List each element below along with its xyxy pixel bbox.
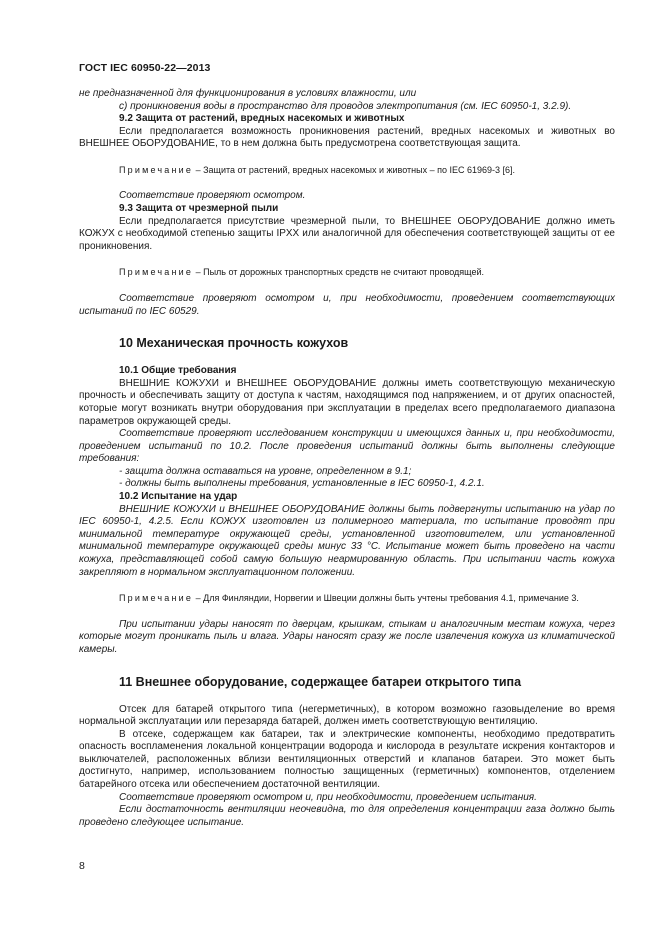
list-item: c) проникновения воды в пространство для проводов электропитания (см. IEC 60950-1, 3.2.9). xyxy=(119,100,572,112)
section-heading-10-2: 10.2 Испытание на удар xyxy=(119,491,238,503)
section-heading-9-3: 9.3 Защита от чрезмерной пыли xyxy=(119,203,279,215)
paragraph: ВНЕШНИЕ КОЖУХИ и ВНЕШНЕЕ ОБОРУДОВАНИЕ должны иметь соответствующую механическую прочность и обеспечивать защиту от доступа к частям, находящимся под напряжением, и от других опасностей, которые могут возникать внутри оборудования при эксплуатации в пределах всего предполагаемого диапазона параметров окружающей среды. xyxy=(79,377,615,427)
note xyxy=(79,267,615,279)
note-text: – Защита от растений, вредных насекомых и животных – по IEC 61969-3 [6]. xyxy=(193,164,516,175)
paragraph: Соответствие проверяют осмотром. xyxy=(119,190,306,202)
paragraph: Если предполагается присутствие чрезмерной пыли, то ВНЕШНЕЕ ОБОРУДОВАНИЕ должно иметь КОЖУХ с необходимой степенью защиты IPXX или аналогичной для обеспечения соответствующей защиты от ее проникновения. xyxy=(79,215,615,252)
section-heading-9-2: 9.2 Защита от растений, вредных насекомых и животных xyxy=(119,113,405,125)
paragraph: Если достаточность вентиляции неочевидна, то для определения концентрации газа должно быть проведено следующее испытание. xyxy=(79,804,615,828)
section-heading-10-1: 10.1 Общие требования xyxy=(119,365,237,377)
document-body xyxy=(79,88,615,829)
section-heading-10: 10 Механическая прочность кожухов xyxy=(119,336,349,351)
section-heading-11: 11 Внешнее оборудование, содержащее батареи открытого типа xyxy=(119,674,522,689)
paragraph: Соответствие проверяют осмотром и, при необходимости, проведением испытания. xyxy=(119,791,537,803)
page-number: 8 xyxy=(79,860,85,872)
paragraph: При испытании удары наносят по дверцам, крышкам, стыкам и аналогичным местам кожуха, через которые могут проникать пыль и влага. Удары наносят сразу же после извлечения кожуха из климатической камеры. xyxy=(79,618,615,655)
paragraph: ВНЕШНИЕ КОЖУХИ и ВНЕШНЕЕ ОБОРУДОВАНИЕ должны быть подвергнуты испытанию на удар по IEC 60950-1, 4.2.5. Если КОЖУХ изготовлен из полимерного материала, то испытание проводят при минимальной температуре окружающей среды, установленной изготовителем, или установленной минимальной температуре окружающей среды минус 33 °C. Испытание может быть проведено на части кожуха, представляющей собой самую большую неармированную область. При испытании часть кожуха закрепляют в нормальном эксплуатационном положении. xyxy=(79,503,615,578)
paragraph: Соответствие проверяют исследованием конструкции и имеющихся данных и, при необходимости, проведением испытаний по 10.2. После проведения испытаний должны быть выполнены следующие требования: xyxy=(79,428,615,465)
note-label: Примечание xyxy=(119,267,194,278)
list-item: - должны быть выполнены требования, установленные в IEC 60950-1, 4.2.1. xyxy=(119,478,485,490)
paragraph: В отсеке, содержащем как батареи, так и электрические компоненты, необходимо предотвратить опасность воспламенения локальной концентрации водорода и кислорода в результате искрения контакторов и выключателей, расположенных вблизи вентиляционных отверстий и клапанов батареи. Это может быть достигнуто, например, использованием полностью защищенных (герметичных) компонентов, отделением батарейного отсека или обеспечением достаточной вентиляции. xyxy=(79,728,615,791)
note-label: Примечание xyxy=(119,164,194,175)
note-text: – Для Финляндии, Норвегии и Швеции должны быть учтены требования 4.1, примечание 3. xyxy=(193,593,579,604)
paragraph: Если предполагается возможность проникновения растений, вредных насекомых и животных во ВНЕШНЕЕ ОБОРУДОВАНИЕ, то в нем должна быть предусмотрена соответствующая защита. xyxy=(79,125,615,150)
paragraph: Отсек для батарей открытого типа (негерметичных), в котором возможно газовыделение во время нормальной эксплуатации или перезаряда батарей, должен иметь соответствующую вентиляцию. xyxy=(79,703,615,728)
list-item: - защита должна оставаться на уровне, определенном в 9.1; xyxy=(119,465,412,477)
note-text: – Пыль от дорожных транспортных средств не считают проводящей. xyxy=(193,267,484,278)
note xyxy=(79,165,615,177)
note-label: Примечание xyxy=(119,593,194,604)
note xyxy=(79,593,615,605)
paragraph: Соответствие проверяют осмотром и, при необходимости, проведением соответствующих испытаний по IEC 60529. xyxy=(79,292,615,317)
paragraph: не предназначенной для функционирования в условиях влажности, или xyxy=(79,88,417,99)
document-header: ГОСТ IEC 60950-22—2013 xyxy=(79,62,211,74)
